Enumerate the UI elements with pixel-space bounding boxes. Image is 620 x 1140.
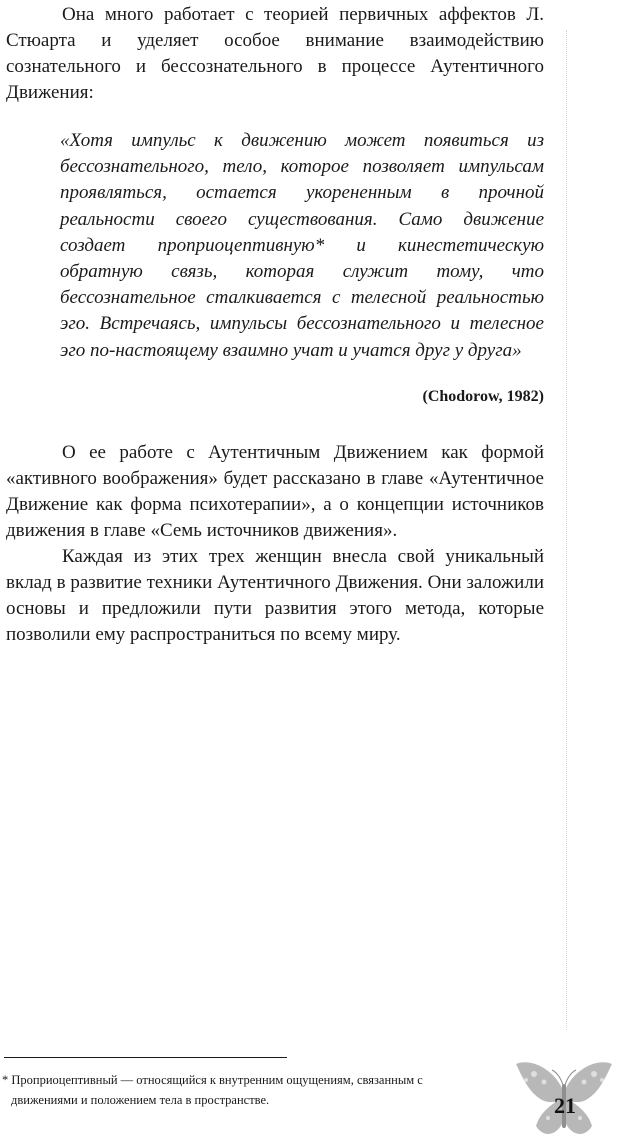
quote-citation: (Chodorow, 1982) [422,388,544,405]
page-number: 21 [554,1093,576,1118]
footnote [2,1070,472,1110]
block-quote: «Хотя импульс к движению может появиться из бессознательного, тело, которое позволяет импульсам проявляться, остается укорененным в прочной реальности своего существования. Само движение создает проприоцептивную* и кинестетическую обратную связь, которая служит тому, что бессознательное сталкивается с телесной реальностью эго. Встречаясь, импульсы бессознательного и телесное эго по-настоящему взаимно учат и учатся друг у друга» [60,130,544,361]
margin-dotted-rule [566,30,567,1030]
paragraph-intro: Она много работает с теорией первичных аффектов Л. Стюарта и уделяет особое внимание взаимодействию сознательного и бессознательного в процессе Аутентичного Движения: [6,4,544,103]
footnote-line-1: * Проприоцептивный — относящийся к внутренним ощущениям, связанным с [2,1073,423,1087]
footnote-line-2: движениями и положением тела в пространстве. [11,1093,270,1107]
paragraph-three-women: Каждая из этих трех женщин внесла свой уникальный вклад в развитие техники Аутентичного Движения. Они заложили основы и предложили пути развития этого метода, которые позволили ему распространиться по всему миру. [6,546,544,645]
footnote-separator [4,1057,287,1058]
paragraph-active-imagination: О ее работе с Аутентичным Движением как формой «активного воображения» будет рассказано в главе «Аутентичное Движение как форма психотерапии», а о концепции источников движения в главе «Семь источников движения». [6,442,544,541]
